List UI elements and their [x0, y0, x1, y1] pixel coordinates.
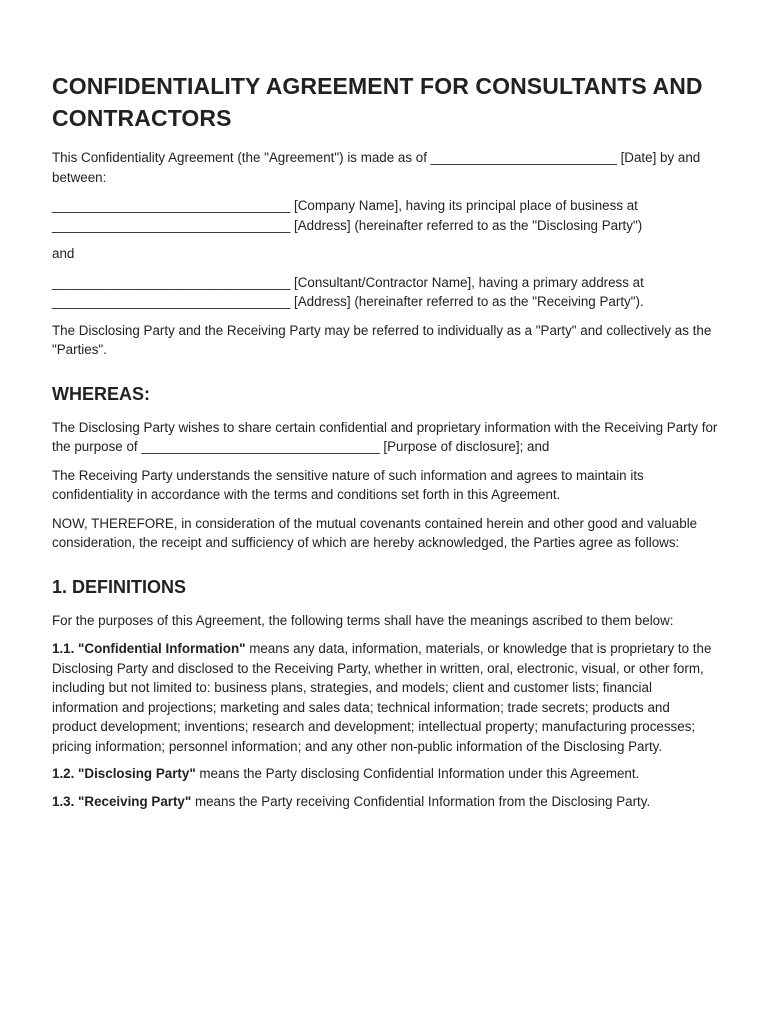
parties-note-paragraph: The Disclosing Party and the Receiving Party may be referred to individually as a "Party" and collectively as the "Parties". — [52, 322, 712, 357]
definition-item — [52, 792, 718, 812]
definition-item — [52, 639, 718, 756]
definition-term: 1.3. "Receiving Party" — [52, 793, 192, 809]
definition-text: means any data, information, materials, or knowledge that is proprietary to the Disclosing Party and disclosed to the Receiving Party, whether in written, oral, electronic, visual, or other form, including but not limited to: business plans, strategies, and models; client and customer lists; financial information and projections; marketing and sales data; technical information; trade secrets; products and product development; inventions; research and development; intellectual property; manufacturing processes; pricing information; personnel information; and any other non-public information of the Disclosing Party. — [52, 641, 712, 754]
whereas-paragraph-1: The Disclosing Party wishes to share certain confidential and proprietary information with the Receiving Party for the purpose of ________________________________ [Purpose of disclosure]; and — [52, 419, 718, 454]
whereas-paragraph-3: NOW, THEREFORE, in consideration of the mutual covenants contained herein and other good and valuable consideration, the receipt and sufficiency of which are hereby acknowledged, the Parties agree as follows: — [52, 515, 698, 550]
and-label: and — [52, 246, 75, 261]
whereas-heading: WHEREAS: — [52, 383, 150, 404]
definitions-intro: For the purposes of this Agreement, the following terms shall have the meanings ascribed to them below: — [52, 612, 674, 628]
definition-item — [52, 764, 718, 784]
definition-term: 1.2. "Disclosing Party" — [52, 766, 196, 781]
consultant-party-paragraph: ________________________________ [Consultant/Contractor Name], having a primary address at ________________________________ [Address] (hereinafter referred to as the "Receiving Party"). — [52, 274, 644, 309]
document-title: CONFIDENTIALITY AGREEMENT FOR CONSULTANTS AND CONTRACTORS — [52, 73, 703, 131]
definitions-heading: 1. DEFINITIONS — [52, 576, 187, 597]
definition-term: 1.1. "Confidential Information" — [52, 641, 246, 656]
definition-text: means the Party receiving Confidential Information from the Disclosing Party. — [191, 793, 651, 809]
whereas-paragraph-2: The Receiving Party understands the sensitive nature of such information and agrees to maintain its confidentiality in accordance with the terms and conditions set forth in this Agreement. — [52, 467, 644, 502]
company-party-paragraph: ________________________________ [Company Name], having its principal place of business at ________________________________ [Address] (hereinafter referred to as the "Disclosing Party") — [52, 198, 643, 233]
intro-paragraph: This Confidentiality Agreement (the "Agreement") is made as of _________________________ [Date] by and between: — [52, 150, 701, 185]
definition-text: means the Party disclosing Confidential Information under this Agreement. — [195, 766, 640, 781]
